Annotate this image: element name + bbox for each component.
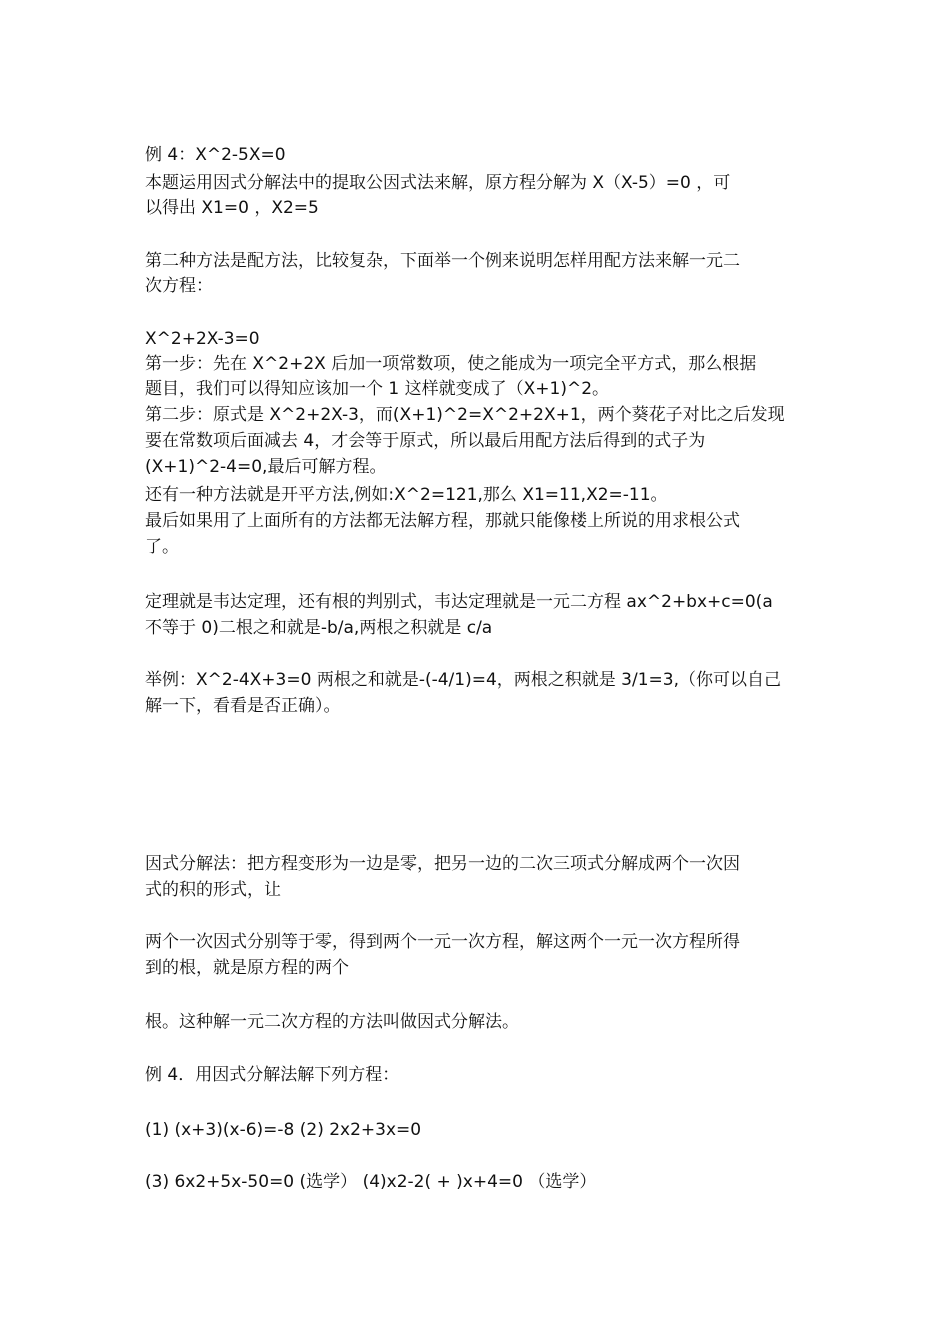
equation-line: (3) 6x2+5x-50=0 (选学） (4)x2-2( + )x+4=0 （选学） [145, 1172, 597, 1192]
text-line: (X+1)^2-4=0,最后可解方程。 [145, 457, 387, 477]
text-line: 题目，我们可以得知应该加一个 1 这样就变成了（X+1)^2。 [145, 379, 610, 399]
text-line: 还有一种方法就是开平方法,例如:X^2=121,那么 X1=11,X2=-11。 [145, 485, 668, 505]
text-line: 举例：X^2-4X+3=0 两根之和就是-(-4/1)=4，两根之积就是 3/1=3,（你可以自己 [145, 670, 782, 690]
text-line: 要在常数项后面减去 4，才会等于原式，所以最后用配方法后得到的式子为 [145, 431, 706, 451]
text-line: 因式分解法：把方程变形为一边是零，把另一边的二次三项式分解成两个一次因 [145, 854, 740, 874]
text-line: 次方程： [145, 276, 213, 296]
equation-line: X^2+2X-3=0 [145, 329, 260, 349]
text-line: 以得出 X1=0 ，X2=5 [145, 198, 319, 218]
text-line: 了。 [145, 537, 179, 557]
text-line: 不等于 0)二根之和就是-b/a,两根之积就是 c/a [145, 618, 493, 638]
example-4-heading: 例 4．用因式分解法解下列方程： [145, 1065, 400, 1085]
text-line: 解一下，看看是否正确）。 [145, 696, 341, 716]
text-line: 式的积的形式，让 [145, 880, 281, 900]
text-line: 第二步：原式是 X^2+2X-3，而(X+1)^2=X^2+2X+1，两个葵花子对比之后发现 [145, 405, 785, 425]
text-line: 两个一次因式分别等于零，得到两个一元一次方程，解这两个一元一次方程所得 [145, 932, 740, 952]
text-line: 本题运用因式分解法中的提取公因式法来解，原方程分解为 X（X-5）=0 ，可 [145, 173, 731, 193]
text-line: 根。这种解一元二次方程的方法叫做因式分解法。 [145, 1012, 519, 1032]
text-line: 最后如果用了上面所有的方法都无法解方程，那就只能像楼上所说的用求根公式 [145, 511, 740, 531]
text-line: 第一步：先在 X^2+2X 后加一项常数项，使之能成为一项完全平方式，那么根据 [145, 354, 757, 374]
example-4-title: 例 4：X^2-5X=0 [145, 145, 286, 165]
text-line: 定理就是韦达定理，还有根的判别式，韦达定理就是一元二方程 ax^2+bx+c=0(a [145, 592, 773, 612]
text-line: 到的根，就是原方程的两个 [145, 958, 349, 978]
text-line: 第二种方法是配方法，比较复杂，下面举一个例来说明怎样用配方法来解一元二 [145, 251, 740, 271]
equation-line: (1) (x+3)(x-6)=-8 (2) 2x2+3x=0 [145, 1120, 422, 1140]
